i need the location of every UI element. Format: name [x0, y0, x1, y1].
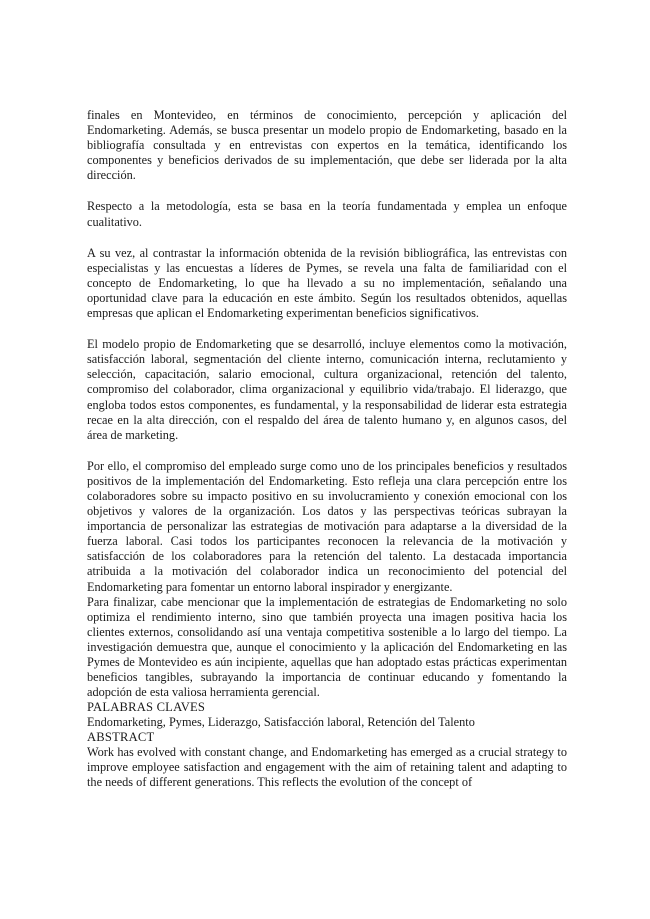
paragraph-intro-continuation: finales en Montevideo, en términos de conocimiento, percepción y aplicación del Endomarketing. Además, se busca presentar un modelo propio de Endomarketing, basado en la bibliografía consultada y en entrevistas con expertos en la temática, identificando los componentes y beneficios derivados de su implementación, que debe ser liderada por la alta dirección.: [87, 108, 567, 183]
keywords-list: Endomarketing, Pymes, Liderazgo, Satisfacción laboral, Retención del Talento: [87, 715, 475, 730]
abstract-heading: ABSTRACT: [87, 730, 155, 745]
paragraph-findings: A su vez, al contrastar la información obtenida de la revisión bibliográfica, las entrevistas con especialistas y las encuestas a líderes de Pymes, se revela una falta de familiaridad con el concepto de Endomarketing, lo que ha llevado a su no implementación, señalando una oportunidad clave para la educación en este ámbito. Según los resultados obtenidos, aquellas empresas que aplican el Endomarketing experimentan beneficios significativos.: [87, 245, 567, 321]
paragraph-conclusion: Para finalizar, cabe mencionar que la implementación de estrategias de Endomarketing no solo optimiza el rendimiento interno, sino que también proyecta una imagen positiva hacia los clientes externos, consolidando así una ventaja competitiva sostenible a lo largo del tiempo. La investigación demuestra que, aunque el conocimiento y la aplicación del Endomarketing en las Pymes de Montevideo es aún incipiente, aquellas que han adoptado estas prácticas experimentan beneficios tangibles, subrayando la importancia de continuar educando y fomentando la adopción de esta valiosa herramienta gerencial.: [87, 594, 567, 700]
document-page: [87, 108, 567, 791]
paragraph-methodology: Respecto a la metodología, esta se basa en la teoría fundamentada y emplea un enfoque cualitativo.: [87, 199, 567, 229]
paragraph-commitment: Por ello, el compromiso del empleado surge como uno de los principales beneficios y resultados positivos de la implementación del Endomarketing. Esto refleja una clara percepción entre los colaboradores sobre su impacto positivo en su involucramiento y conexión emocional con los objetivos y valores de la organización. Los datos y las perspectivas teóricas subrayan la importancia de personalizar las estrategias de motivación para adaptarse a la diversidad de la fuerza laboral. Casi todos los participantes reconocen la relevancia de la motivación y satisfacción de los colaboradores para la retención del talento. La destacada importancia atribuida a la motivación del colaborador indica un reconocimiento del potencial del Endomarketing para fomentar un entorno laboral inspirador y energizante.: [87, 458, 567, 594]
paragraph-model: El modelo propio de Endomarketing que se desarrolló, incluye elementos como la motivación, satisfacción laboral, segmentación del cliente interno, comunicación interna, reclutamiento y selección, capacitación, salario emocional, cultura organizacional, retención del talento, compromiso del colaborador, clima organizacional y equilibrio vida/trabajo. El liderazgo, que engloba todos estos componentes, es fundamental, y la responsabilidad de liderar esta estrategia recae en la alta dirección, con el respaldo del área de talento humano y, en algunos casos, del área de marketing.: [87, 337, 567, 442]
keywords-heading: PALABRAS CLAVES: [87, 700, 206, 715]
abstract-text: Work has evolved with constant change, and Endomarketing has emerged as a crucial strategy to improve employee satisfaction and engagement with the aim of retaining talent and adapting to the needs of different generations. This reflects the evolution of the concept of: [87, 745, 567, 790]
